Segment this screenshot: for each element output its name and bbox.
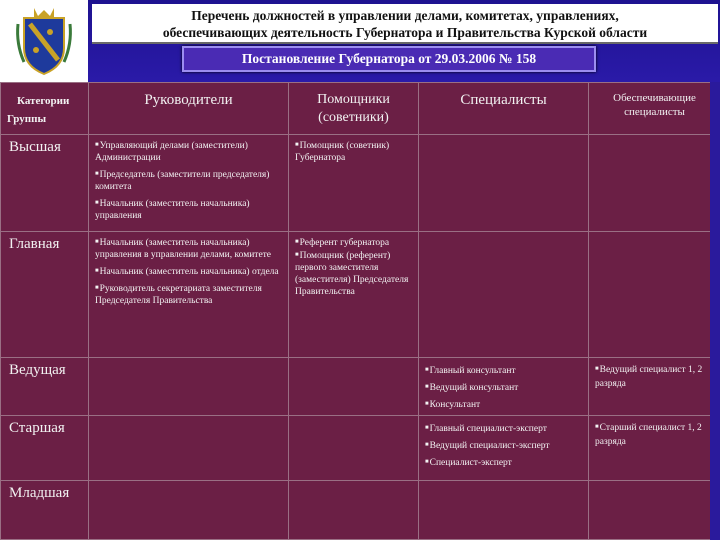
list-item: ■Начальник (заместитель начальника) отдела: [95, 267, 279, 277]
table-row: [1, 232, 720, 358]
support-cell: [589, 135, 720, 232]
assistants-cell: [289, 416, 419, 481]
table-row: [1, 481, 720, 540]
page-title: [92, 4, 718, 44]
positions-table: [0, 82, 720, 540]
list-item: ■Главный консультант: [425, 366, 516, 376]
list-item: ■Начальник (заместитель начальника) управления в управлении делами, комитете: [95, 238, 272, 260]
right-border-strip: [710, 82, 720, 540]
column-header-leaders: Руководители: [89, 83, 289, 135]
list-item: ■Начальник (заместитель начальника) управления: [95, 199, 250, 221]
leaders-cell: [89, 481, 289, 540]
category-label: Категории: [17, 95, 70, 107]
group-cell: Ведущая: [1, 358, 89, 416]
specialists-cell: [419, 416, 589, 481]
leaders-cell: [89, 135, 289, 232]
list-item: ■Консультант: [425, 400, 481, 410]
assistants-cell: [289, 232, 419, 358]
assistants-cell: [289, 358, 419, 416]
list-item: ■Референт губернатора: [295, 238, 390, 248]
list-item: ■Управляющий делами (заместители) Администрации: [95, 141, 248, 163]
column-header-assistants: Помощники (советники): [289, 83, 419, 135]
list-item: ■Главный специалист-эксперт: [425, 424, 547, 434]
support-cell: [589, 232, 720, 358]
decree-subtitle: Постановление Губернатора от 29.03.2006 № 158: [182, 46, 596, 72]
list-item: ■Ведущий специалист 1, 2 разряда: [595, 365, 703, 389]
table-row: [1, 358, 720, 416]
specialists-cell: [419, 481, 589, 540]
table-row: [1, 416, 720, 481]
list-item: ■Ведущий специалист-эксперт: [425, 441, 550, 451]
list-item: ■Председатель (заместители председателя) комитета: [95, 170, 270, 192]
assistants-cell: [289, 135, 419, 232]
group-cell: Старшая: [1, 416, 89, 481]
group-cell: Главная: [1, 232, 89, 358]
corner-cell: [1, 83, 89, 135]
list-item: ■Старший специалист 1, 2 разряда: [595, 423, 702, 447]
list-item: ■Руководитель секретариата заместителя Председателя Правительства: [95, 284, 262, 306]
list-item: ■Помощник (советник) Губернатора: [295, 141, 390, 163]
specialists-cell: [419, 135, 589, 232]
assistants-cell: [289, 481, 419, 540]
group-cell: Высшая: [1, 135, 89, 232]
group-cell: Младшая: [1, 481, 89, 540]
groups-label: Группы: [7, 113, 47, 125]
column-header-specialists: Специалисты: [419, 83, 589, 135]
support-cell: [589, 416, 720, 481]
leaders-cell: [89, 232, 289, 358]
list-item: ■Специалист-эксперт: [425, 458, 512, 468]
support-cell: [589, 481, 720, 540]
specialists-cell: [419, 358, 589, 416]
list-item: ■Помощник (референт) первого заместителя (заместителя) Председателя Правительства: [295, 251, 409, 297]
emblem-panel: [0, 0, 88, 82]
table-header-row: [1, 83, 720, 135]
title-line-1: Перечень должностей в управлении делами, комитетах, управлениях,: [191, 8, 619, 23]
specialists-cell: [419, 232, 589, 358]
coat-of-arms-icon: [14, 4, 74, 78]
title-line-2: обеспечивающих деятельность Губернатора и Правительства Курской области: [162, 25, 648, 40]
support-cell: [589, 358, 720, 416]
column-header-support: Обеспечивающие специалисты: [589, 83, 720, 135]
table-row: [1, 135, 720, 232]
list-item: ■Ведущий консультант: [425, 383, 519, 393]
leaders-cell: [89, 416, 289, 481]
leaders-cell: [89, 358, 289, 416]
